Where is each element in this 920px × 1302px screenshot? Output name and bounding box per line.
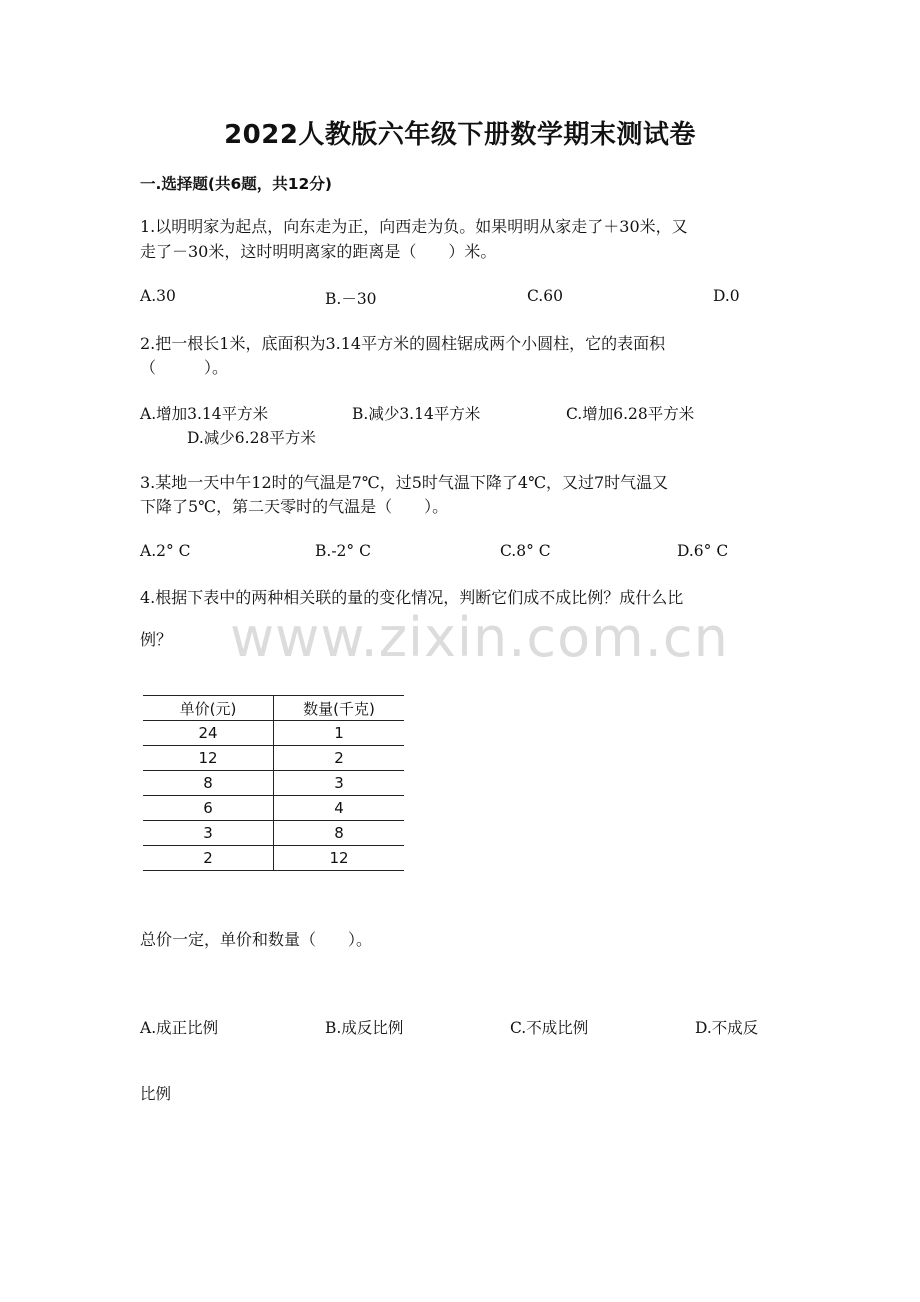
table-row xyxy=(143,846,404,871)
question-4-line-2: 例？ xyxy=(140,630,173,649)
question-2-line-1: 2.把一根长1米，底面积为3.14平方米的圆柱锯成两个小圆柱，它的表面积 xyxy=(140,334,666,353)
question-1-option-a: A.30 xyxy=(140,287,176,305)
question-3-line-1: 3.某地一天中午12时的气温是7℃，过5时气温下降了4℃，又过7时气温又 xyxy=(140,473,669,492)
table-header-row xyxy=(143,696,404,721)
section-heading: 一.选择题(共6题，共12分) xyxy=(140,175,332,193)
question-3-option-a: A.2° C xyxy=(140,542,191,560)
table-cell: 8 xyxy=(274,821,405,846)
question-4-option-b: B.成反比例 xyxy=(325,1019,404,1037)
table-cell: 2 xyxy=(274,746,405,771)
question-1-option-b: B.－30 xyxy=(325,290,377,308)
question-1-line-1: 1.以明明家为起点，向东走为正，向西走为负。如果明明从家走了＋30米，又 xyxy=(140,217,688,236)
table-cell: 4 xyxy=(274,796,405,821)
table-row xyxy=(143,746,404,771)
table-cell: 2 xyxy=(143,846,274,871)
table-cell: 8 xyxy=(143,771,274,796)
question-4-option-a: A.成正比例 xyxy=(140,1019,219,1037)
table-cell: 24 xyxy=(143,721,274,746)
table-row xyxy=(143,771,404,796)
table-cell: 6 xyxy=(143,796,274,821)
question-4-followup: 总价一定，单价和数量（ ）。 xyxy=(140,930,373,949)
page-title: 2022人教版六年级下册数学期末测试卷 xyxy=(224,120,696,150)
question-3-option-d: D.6° C xyxy=(677,542,729,560)
question-3-line-2: 下降了5℃，第二天零时的气温是（ ）。 xyxy=(140,497,449,516)
question-4-option-c: C.不成比例 xyxy=(510,1019,589,1037)
question-1-line-2: 走了－30米，这时明明离家的距离是（ ）米。 xyxy=(140,242,497,261)
question-2-option-b: B.减少3.14平方米 xyxy=(352,405,481,423)
table-row xyxy=(143,796,404,821)
question-4-line-1: 4.根据下表中的两种相关联的量的变化情况，判断它们成不成比例？成什么比 xyxy=(140,588,684,607)
question-2-option-d: D.减少6.28平方米 xyxy=(187,429,316,447)
question-1-option-c: C.60 xyxy=(527,287,563,305)
price-quantity-table xyxy=(143,695,404,871)
table-row xyxy=(143,721,404,746)
question-3-option-c: C.8° C xyxy=(500,542,551,560)
question-2-option-c: C.增加6.28平方米 xyxy=(566,405,695,423)
question-2-line-2: （ ）。 xyxy=(140,358,229,377)
table-cell: 3 xyxy=(143,821,274,846)
table-cell: 3 xyxy=(274,771,405,796)
question-4-option-d: D.不成反 xyxy=(695,1019,759,1037)
question-3-option-b: B.-2° C xyxy=(315,542,371,560)
question-2-option-a: A.增加3.14平方米 xyxy=(140,405,269,423)
table-cell: 1 xyxy=(274,721,405,746)
watermark: www.zixin.com.cn xyxy=(230,606,729,669)
question-4-option-d-continued: 比例 xyxy=(140,1085,172,1103)
column-header-unit-price: 单价(元) xyxy=(143,696,274,721)
table-cell: 12 xyxy=(143,746,274,771)
table-cell: 12 xyxy=(274,846,405,871)
table-row xyxy=(143,821,404,846)
question-1-option-d: D.0 xyxy=(713,287,740,305)
column-header-quantity: 数量(千克) xyxy=(274,696,405,721)
